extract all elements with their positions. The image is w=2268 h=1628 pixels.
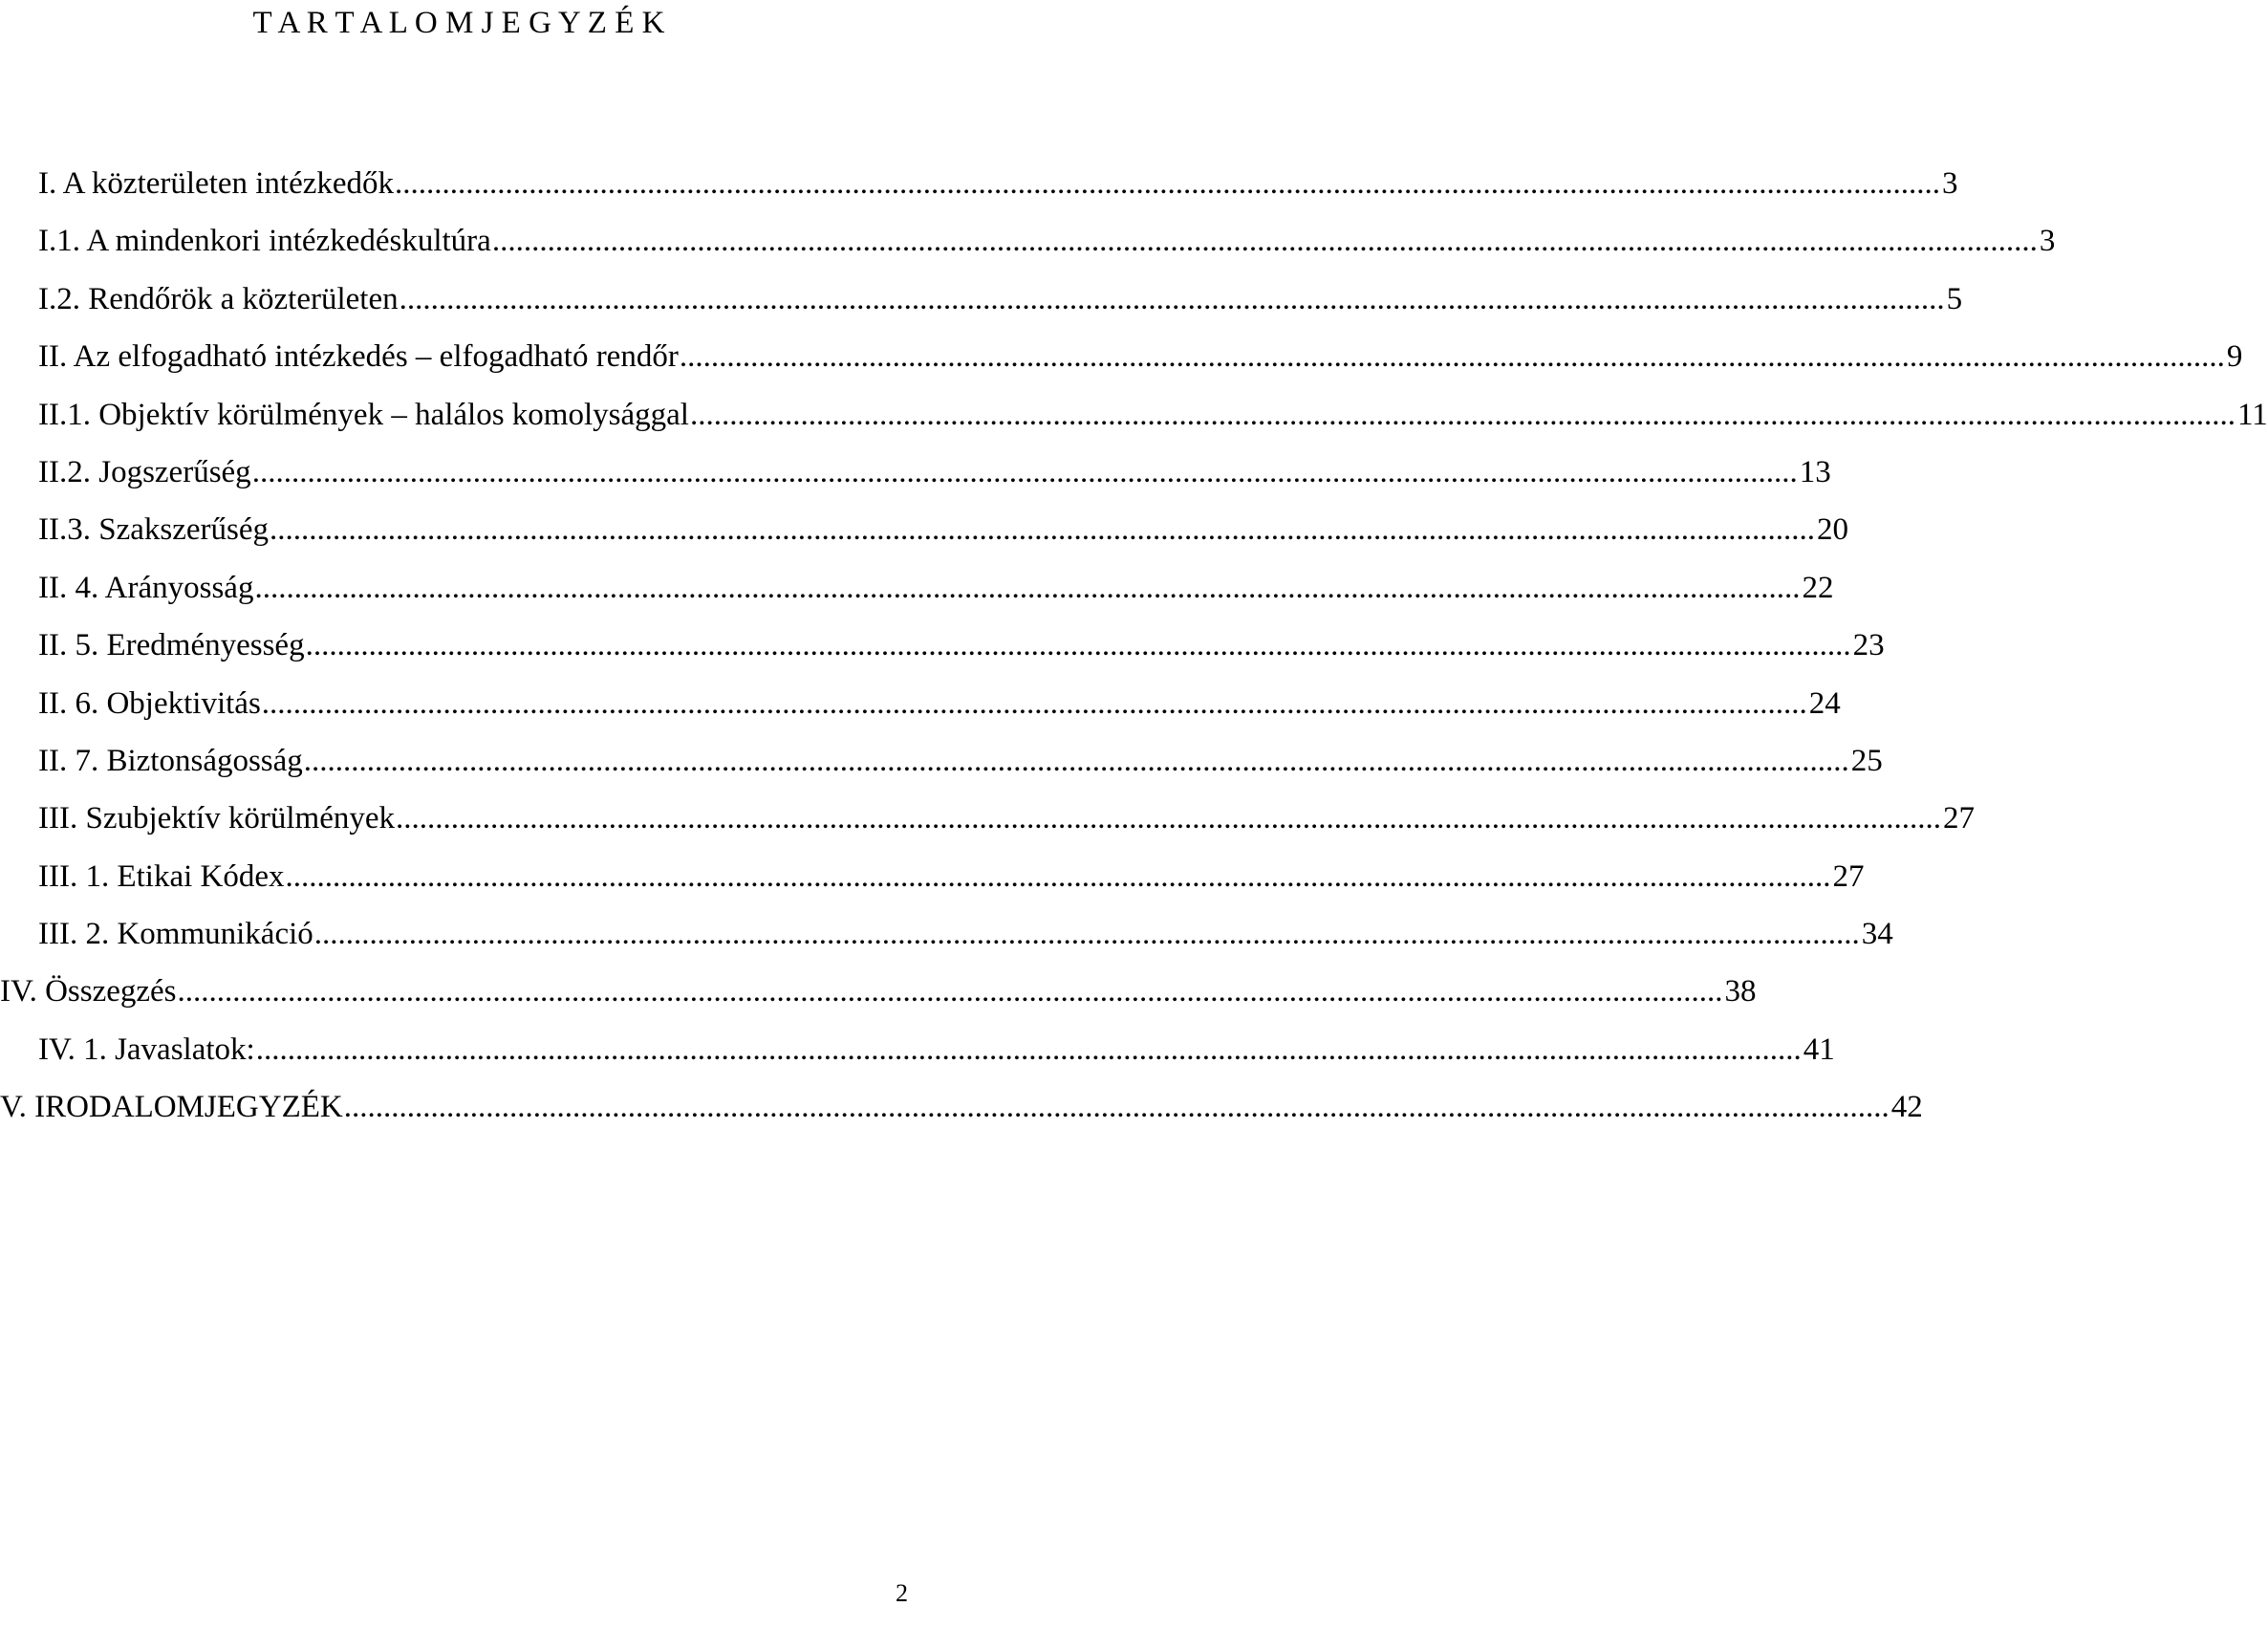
toc-entry[interactable] (0, 163, 1958, 220)
toc-entry-page: 25 (1850, 743, 1883, 778)
toc-leader: .................................................................................................................................................................................................... (251, 454, 1798, 489)
toc-entry-page: 5 (1946, 281, 1963, 316)
toc-leader: .................................................................................................................................................................................................... (303, 743, 1849, 778)
toc-entry-page: 3 (2039, 224, 2056, 259)
toc-entry[interactable] (0, 394, 2268, 451)
toc-entry[interactable] (0, 913, 1893, 970)
toc-entry-page: 38 (1724, 974, 1757, 1009)
toc-leader: .................................................................................................................................................................................................... (689, 397, 2236, 432)
toc-leader: .................................................................................................................................................................................................... (399, 281, 1945, 316)
toc-entry-page: 23 (1852, 628, 1885, 663)
toc-entry[interactable] (0, 683, 1841, 740)
toc-entry[interactable] (0, 970, 1757, 1028)
toc-entry-label: IV. 1. Javaslatok: (38, 1031, 255, 1067)
toc-entry-page: 11 (2236, 397, 2268, 432)
toc-entry[interactable] (0, 567, 1834, 624)
toc-entry-label: II.1. Objektív körülmények – halálos komolysággal (38, 397, 689, 432)
toc-leader: .................................................................................................................................................................................................... (177, 974, 1723, 1009)
toc-entry-page: 13 (1799, 454, 1831, 489)
toc-entry-page: 22 (1802, 570, 1834, 605)
toc-entry-label: I.1. A mindenkori intézkedéskultúra (38, 224, 491, 259)
toc-entry-label: II.3. Szakszerűség (38, 512, 269, 548)
toc-entry[interactable] (0, 278, 1963, 336)
toc-entry[interactable] (0, 336, 2243, 393)
toc-entry[interactable] (0, 797, 1975, 855)
toc-entry-page: 3 (1942, 166, 1958, 201)
page-title: T A R T A L O M J E G Y Z É K (252, 6, 665, 40)
toc-leader: .................................................................................................................................................................................................... (396, 801, 1941, 836)
toc-entry-label: IV. Összegzés (0, 974, 177, 1009)
toc-entry-page: 24 (1808, 685, 1841, 721)
toc-entry[interactable] (0, 220, 2056, 277)
toc-entry-page: 20 (1817, 512, 1848, 548)
toc-entry[interactable] (0, 740, 1883, 797)
toc-leader: .................................................................................................................................................................................................... (313, 917, 1860, 952)
toc-leader: .................................................................................................................................................................................................... (491, 224, 2038, 259)
toc-entry-label: V. IRODALOMJEGYZÉK (0, 1090, 343, 1125)
toc-entry-page: 34 (1861, 917, 1893, 952)
table-of-contents (0, 163, 2268, 1144)
toc-entry-label: II. 4. Arányosság (38, 570, 254, 605)
toc-entry-page: 41 (1803, 1031, 1835, 1067)
toc-entry-page: 42 (1890, 1090, 1923, 1125)
toc-leader: .................................................................................................................................................................................................... (679, 339, 2225, 375)
toc-leader: .................................................................................................................................................................................................... (255, 1031, 1802, 1067)
toc-entry-label: II. 6. Objektivitás (38, 685, 261, 721)
toc-entry-label: III. Szubjektív körülmények (38, 801, 395, 836)
toc-leader: .................................................................................................................................................................................................... (395, 166, 1941, 201)
toc-entry-page: 9 (2226, 339, 2243, 375)
toc-entry[interactable] (0, 451, 1831, 509)
toc-leader: .................................................................................................................................................................................................... (270, 512, 1815, 548)
toc-leader: .................................................................................................................................................................................................... (254, 570, 1801, 605)
toc-leader: .................................................................................................................................................................................................... (305, 628, 1851, 663)
toc-leader: .................................................................................................................................................................................................... (285, 858, 1831, 894)
toc-leader: .................................................................................................................................................................................................... (343, 1090, 1890, 1125)
toc-entry-label: II. Az elfogadható intézkedés – elfogadható rendőr (38, 339, 679, 375)
toc-entry-label: II. 7. Biztonságosság (38, 743, 303, 778)
toc-entry-label: II.2. Jogszerűség (38, 454, 251, 489)
toc-entry-label: I.2. Rendőrök a közterületen (38, 281, 399, 316)
toc-entry-page: 27 (1832, 858, 1865, 894)
toc-entry-page: 27 (1943, 801, 1975, 836)
toc-leader: .................................................................................................................................................................................................... (261, 685, 1807, 721)
toc-entry-label: III. 1. Etikai Kódex (38, 858, 285, 894)
page-number: 2 (896, 1579, 908, 1607)
toc-entry-label: III. 2. Kommunikáció (38, 917, 313, 952)
toc-entry-label: I. A közterületen intézkedők (38, 166, 395, 201)
toc-entry[interactable] (0, 1029, 1835, 1086)
toc-entry[interactable] (0, 856, 1865, 913)
toc-entry-label: II. 5. Eredményesség (38, 628, 305, 663)
toc-entry[interactable] (0, 1086, 1923, 1143)
toc-entry[interactable] (0, 624, 1885, 682)
toc-entry[interactable] (0, 509, 1848, 566)
